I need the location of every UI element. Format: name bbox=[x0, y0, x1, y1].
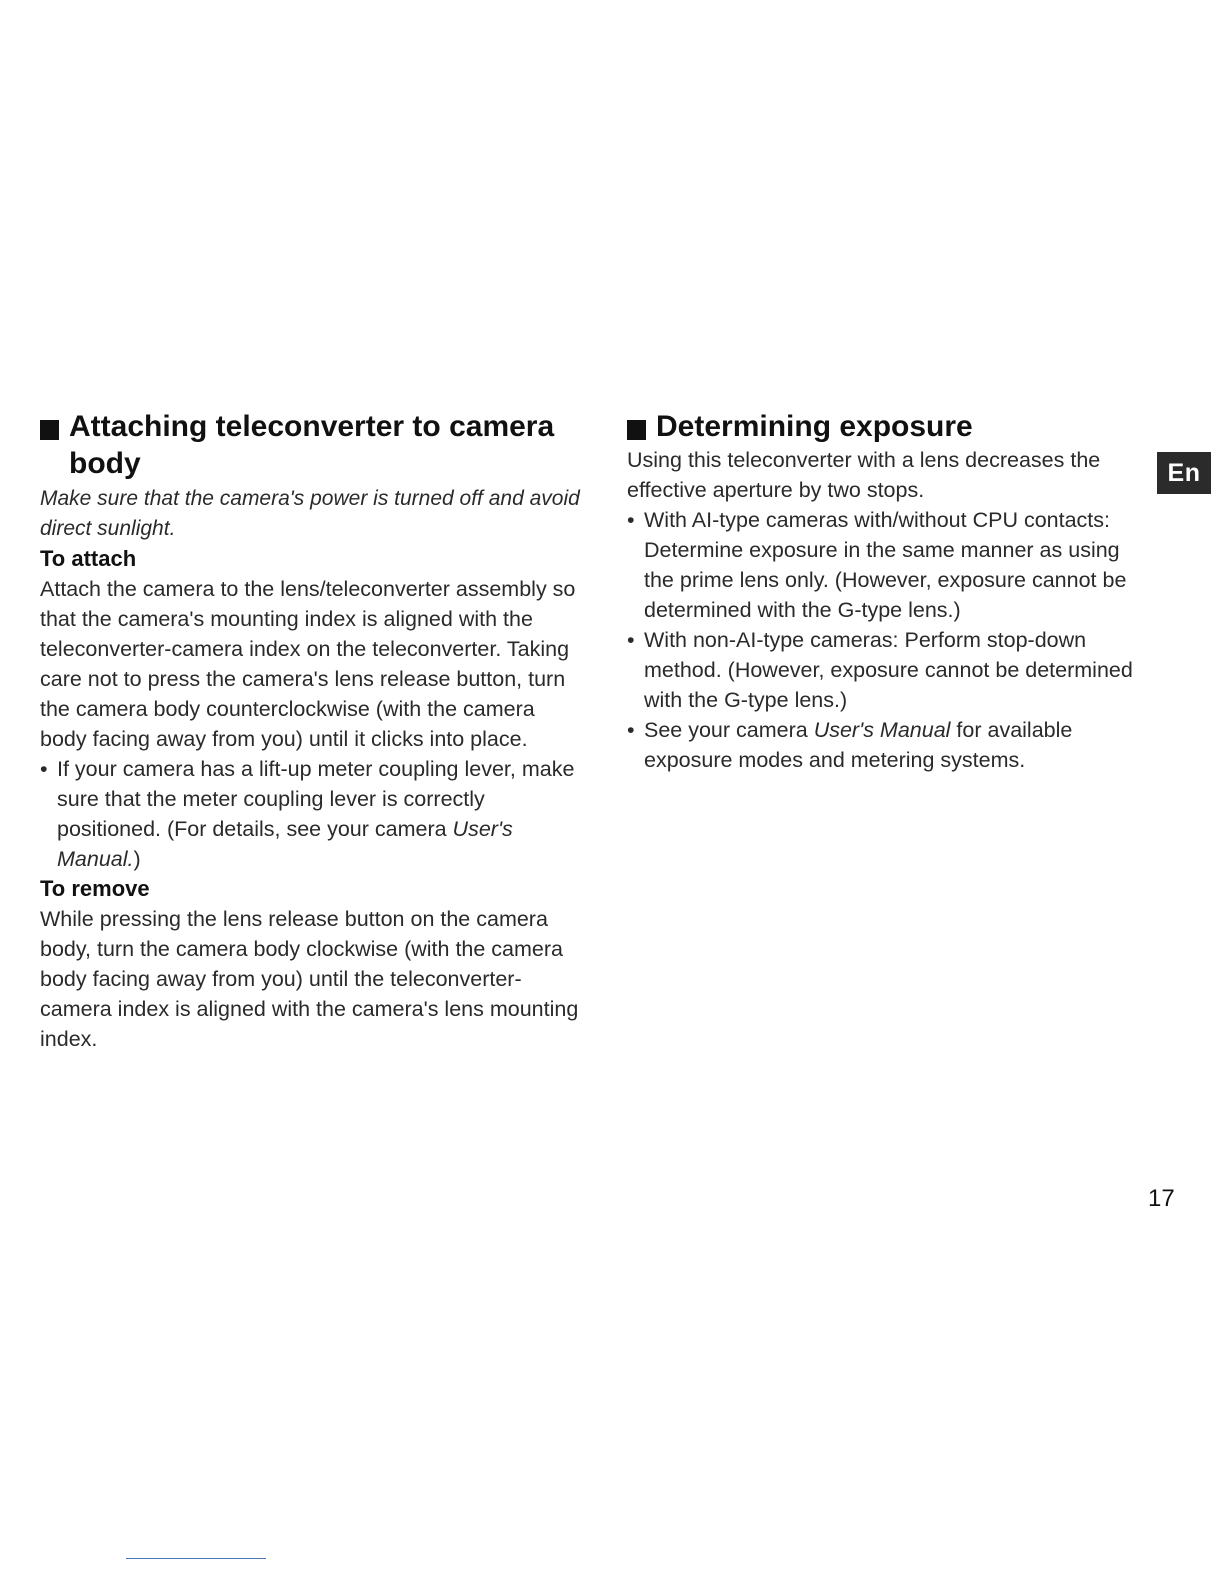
attaching-heading-line2: body bbox=[69, 447, 141, 480]
bullet-icon: • bbox=[627, 718, 635, 742]
bullet-icon: • bbox=[40, 757, 48, 781]
to-remove-text: While pressing the lens release button on the camera body, turn the camera body clockwise (with the camera body facing away from you) until the teleconverter-camera index is aligned with the camera's lens mounting index. bbox=[40, 907, 579, 1051]
list-item bbox=[40, 754, 585, 874]
language-tab: En bbox=[1157, 452, 1211, 494]
exposure-heading bbox=[627, 408, 1152, 445]
to-remove-heading: To remove bbox=[40, 876, 150, 901]
bullet-icon: • bbox=[627, 628, 635, 652]
meter-coupling-text: If your camera has a lift-up meter coupling lever, make sure that the meter coupling lever is correctly positioned. (For details, see your camera bbox=[57, 757, 575, 841]
page-number: 17 bbox=[1148, 1185, 1175, 1212]
attach-bullet-list bbox=[40, 754, 585, 874]
meter-coupling-close: ) bbox=[133, 847, 141, 871]
list-item bbox=[627, 715, 1152, 775]
heading-square-icon bbox=[40, 420, 59, 440]
exposure-intro: Using this teleconverter with a lens decreases the effective aperture by two stops. bbox=[627, 448, 1101, 502]
footer-divider bbox=[126, 1558, 266, 1559]
to-attach-heading: To attach bbox=[40, 546, 137, 571]
non-ai-type-text: With non-AI-type cameras: Perform stop-down method. (However, exposure cannot be determined with the G-type lens.) bbox=[644, 628, 1133, 712]
exposure-heading-text: Determining exposure bbox=[656, 410, 973, 443]
attaching-heading-text bbox=[69, 408, 554, 482]
users-manual-ref: User's Manual bbox=[813, 718, 951, 742]
see-manual-pre: See your camera bbox=[644, 718, 814, 742]
power-off-note: Make sure that the camera's power is turned off and avoid direct sunlight. bbox=[40, 487, 580, 540]
bullet-icon: • bbox=[627, 508, 635, 532]
list-item bbox=[627, 505, 1152, 625]
users-manual-ref: User's Manual. bbox=[57, 817, 513, 871]
exposure-section bbox=[627, 408, 1152, 775]
attaching-heading-line1: Attaching teleconverter to camera bbox=[69, 410, 555, 443]
attaching-section bbox=[40, 408, 585, 1054]
attaching-heading bbox=[40, 408, 585, 482]
list-item bbox=[627, 625, 1152, 715]
heading-square-icon bbox=[627, 420, 646, 440]
exposure-bullet-list bbox=[627, 505, 1152, 775]
to-attach-text: Attach the camera to the lens/teleconverter assembly so that the camera's mounting index is aligned with the teleconverter-camera index on the teleconverter. Taking care not to press the camera's lens release button, turn the camera body counterclockwise (with the camera body facing away from you) until it clicks into place. bbox=[40, 577, 576, 751]
see-manual-post: for available exposure modes and metering systems. bbox=[644, 718, 1073, 772]
ai-type-text: With AI-type cameras with/without CPU contacts: Determine exposure in the same manner as using the prime lens only. (However, exposure cannot be determined with the G-type lens.) bbox=[644, 508, 1127, 622]
